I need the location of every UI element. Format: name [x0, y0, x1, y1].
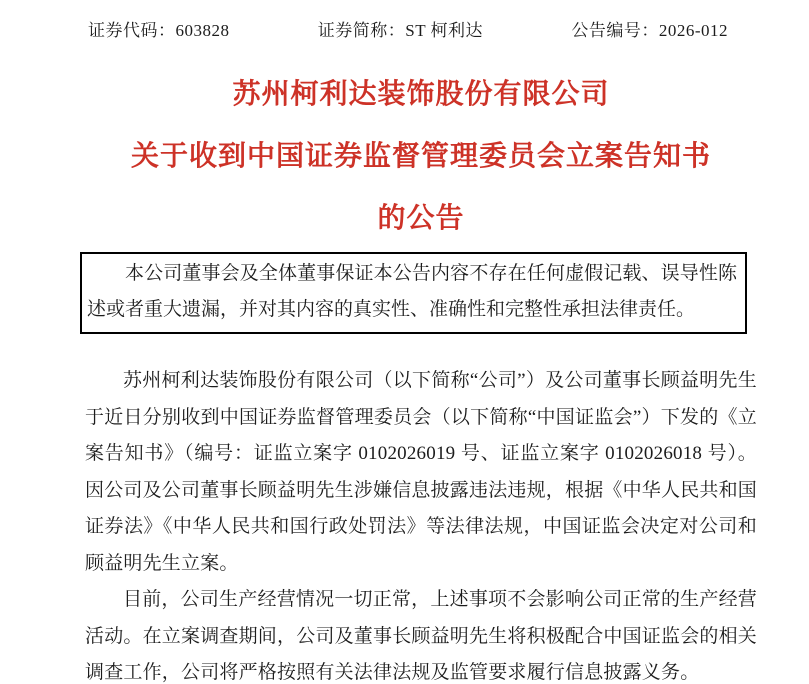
stock-short-name — [318, 20, 483, 42]
announcement-number-label: 公告编号： — [571, 21, 659, 40]
body-paragraph-1: 苏州柯利达装饰股份有限公司（以下简称“公司”）及公司董事长顾益明先生于近日分别收到中国证券监督管理委员会（以下简称“中国证监会”）下发的《立案告知书》（编号：证监立案字 0102026019 号、证监立案字 0102026018 号）。因公司及公司董事长顾益明先生涉嫌信息披露违法违规，根据《中华人民共和国证券法》《中华人民共和国行政处罚法》等法律法规，中国证监会决定对公司和顾益明先生立案。 — [85, 370, 758, 574]
disclaimer-box — [80, 252, 747, 334]
stock-code-value: 603828 — [175, 21, 230, 40]
body-paragraph-2: 目前，公司生产经营情况一切正常，上述事项不会影响公司正常的生产经营活动。在立案调查期间，公司及董事长顾益明先生将积极配合中国证监会的相关调查工作，公司将严格按照有关法律法规及监管要求履行信息披露义务。 — [85, 589, 758, 683]
document-title — [85, 64, 757, 250]
title-line-subject: 关于收到中国证券监督管理委员会立案告知书 — [130, 141, 711, 172]
stock-short-name-label: 证券简称： — [317, 21, 406, 40]
stock-code — [88, 20, 230, 42]
stock-code-label: 证券代码： — [88, 21, 176, 40]
disclaimer-text: 本公司董事会及全体董事保证本公告内容不存在任何虚假记载、误导性陈述或者重大遗漏，并对其内容的真实性、准确性和完整性承担法律责任。 — [87, 263, 737, 320]
title-line-suffix: 的公告 — [377, 203, 465, 234]
title-line-company: 苏州柯利达装饰股份有限公司 — [232, 79, 610, 110]
stock-short-name-value: ST 柯利达 — [405, 21, 484, 40]
document-meta-row — [85, 20, 757, 42]
announcement-number — [571, 20, 728, 42]
announcement-number-value: 2026-012 — [658, 21, 728, 40]
announcement-body — [85, 363, 757, 684]
